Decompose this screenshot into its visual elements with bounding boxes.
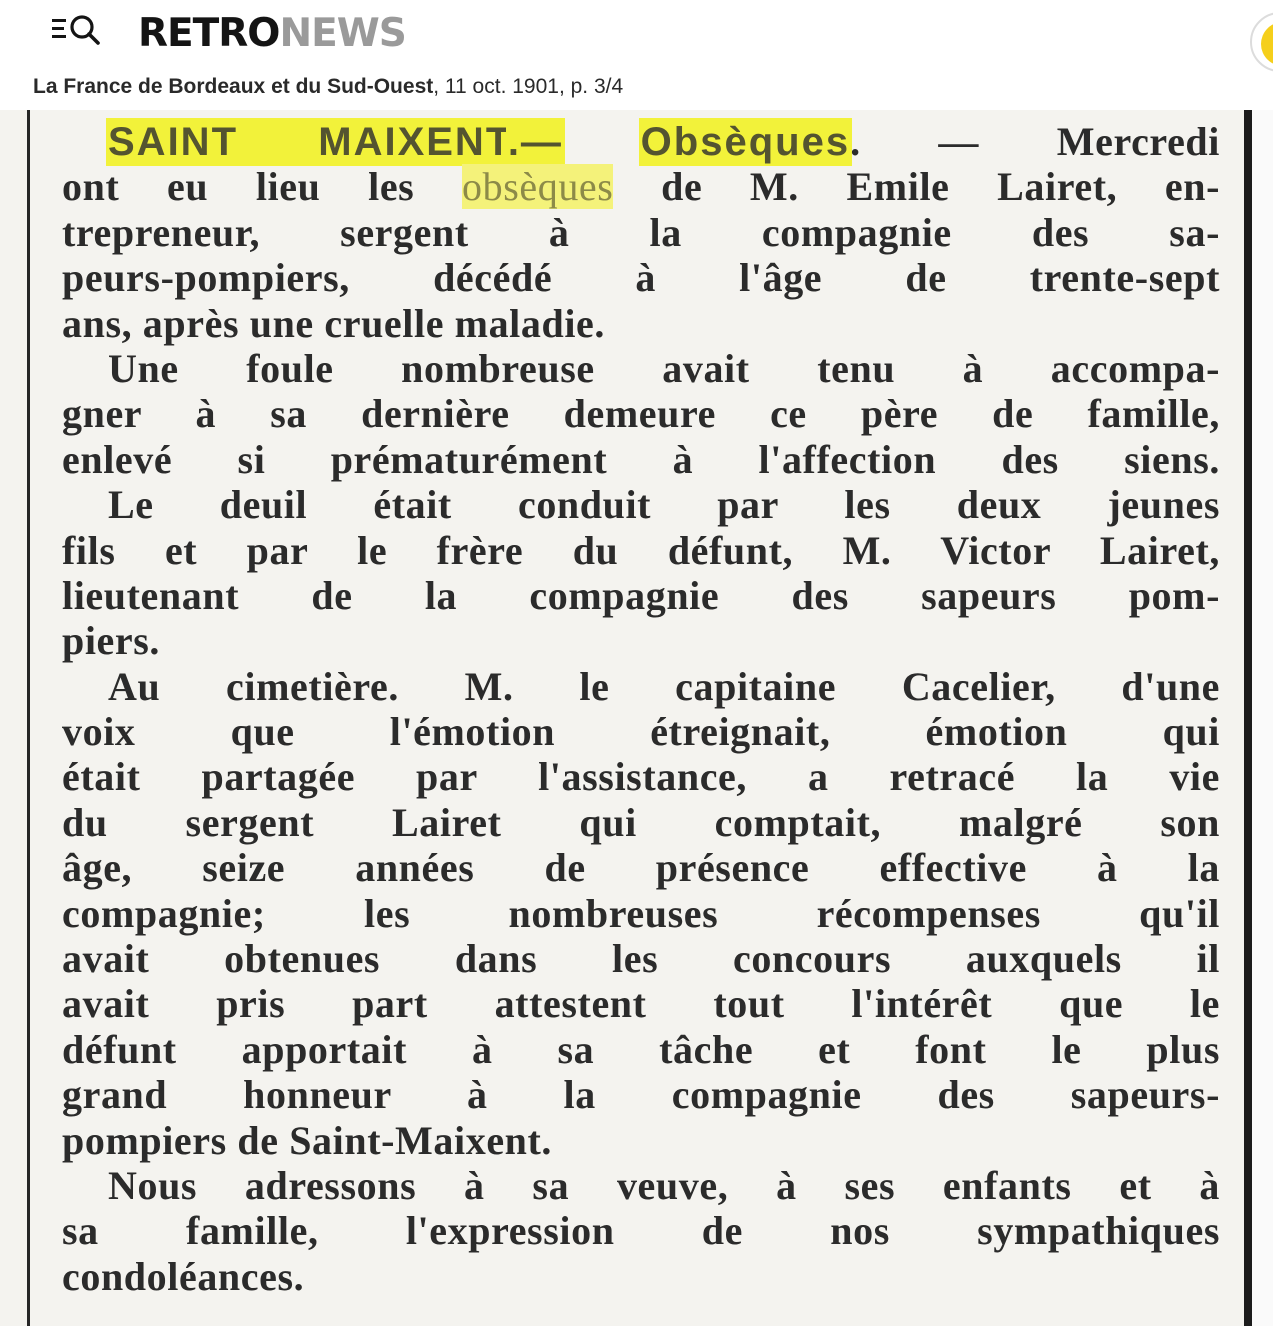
- publication-title[interactable]: La France de Bordeaux et du Sud-Ouest: [33, 75, 434, 98]
- article-line: Nous adressons à sa veuve, à ses enfants et à: [108, 1162, 1220, 1208]
- article-line: [62, 119, 1220, 164]
- article-line: grand honneur à la compagnie des sapeurs-: [62, 1072, 1220, 1118]
- site-logo[interactable]: [138, 11, 406, 56]
- article-line: peurs-pompiers, décédé à l'âge de trente-sept: [62, 255, 1220, 301]
- menu-search-button[interactable]: [50, 10, 106, 50]
- article-line: voix que l'émotion étreignait, émotion qui: [62, 709, 1220, 755]
- newspaper-scan: [0, 110, 1273, 1326]
- article-line: [62, 164, 1220, 209]
- article-line: âge, seize années de présence effective à la: [62, 845, 1220, 891]
- issue-info: [33, 74, 623, 99]
- highlight-search-term: obsèques: [462, 164, 614, 210]
- line2-post: de M. Emile Lairet, en-: [613, 164, 1221, 210]
- issue-meta: , 11 oct. 1901, p. 3/4: [433, 75, 624, 98]
- article-line: piers.: [62, 618, 161, 664]
- article-line: du sergent Lairet qui comptait, malgré son: [62, 799, 1220, 845]
- logo-news: NEWS: [279, 11, 406, 56]
- article-line: Au cimetière. M. le capitaine Cacelier, d'une: [108, 663, 1220, 709]
- article-line: enlevé si prématurément à l'affection des siens.: [62, 436, 1220, 482]
- article-text: [62, 119, 1220, 1299]
- article-line: Le deuil était conduit par les deux jeunes: [108, 482, 1220, 528]
- article-line: était partagée par l'assistance, a retracé la vie: [62, 754, 1220, 800]
- article-line: sa famille, l'expression de nos sympathiques: [62, 1208, 1220, 1254]
- article-line: pompiers de Saint-Maixent.: [62, 1117, 553, 1163]
- article-line: avait pris part attestent tout l'intérêt que le: [62, 981, 1220, 1027]
- scan-edge: [1252, 110, 1273, 1326]
- line1-rest: . — Mercredi: [850, 119, 1220, 164]
- article-line: Une foule nombreuse avait tenu à accompa-: [108, 345, 1220, 391]
- account-button[interactable]: [1250, 12, 1273, 72]
- article-line: condoléances.: [62, 1253, 305, 1299]
- line2-pre: ont eu lieu les: [62, 164, 462, 210]
- logo-retro: RETRO: [138, 11, 280, 56]
- menu-search-icon: [50, 10, 106, 50]
- site-header: [0, 0, 1273, 110]
- article-line: gner à sa dernière demeure ce père de famille,: [62, 391, 1220, 437]
- article-line: fils et par le frère du défunt, M. Victor Lairet,: [62, 527, 1220, 573]
- highlight-title-place: SAINT MAIXENT: [108, 120, 508, 164]
- article-line: ans, après une cruelle maladie.: [62, 300, 606, 346]
- article-line: compagnie; les nombreuses récompenses qu'il: [62, 890, 1220, 936]
- highlight-title-subject: Obsèques: [640, 120, 851, 164]
- column-rule-right: [1244, 110, 1252, 1326]
- highlight-title-dash: .—: [507, 120, 563, 164]
- article-line: lieutenant de la compagnie des sapeurs pom-: [62, 572, 1220, 618]
- article-line: défunt apportait à sa tâche et font le plus: [62, 1026, 1220, 1072]
- article-line: avait obtenues dans les concours auxquels il: [62, 936, 1220, 982]
- article-line: trepreneur, sergent à la compagnie des sa-: [62, 209, 1220, 255]
- account-icon: [1261, 22, 1273, 66]
- column-rule-left: [27, 110, 30, 1326]
